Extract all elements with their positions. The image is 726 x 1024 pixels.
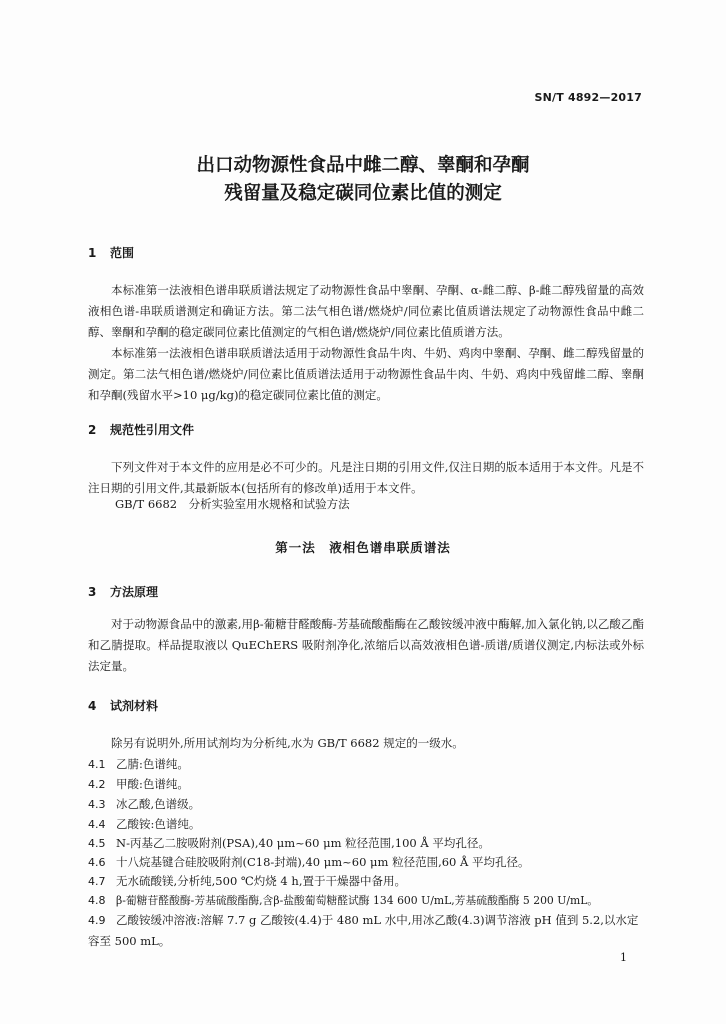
scope-paragraph-2: 本标准第一法液相色谱串联质谱法适用于动物源性食品牛肉、牛奶、鸡肉中睾酮、孕酮、雌二醇残留量的测定。第二法气相色谱/燃烧炉/同位素比值质谱法适用于动物源性食品牛肉、牛奶、鸡肉中残留雌二醇、睾酮和孕酮(残留水平>10 μg/kg)的稳定碳同位素比值的测定。 (88, 346, 644, 402)
item-text: β-葡糖苷醛酸酶-芳基硫酸酯酶,含β-盐酸葡萄糖醛试酶 134 600 U/mL,芳基硫酸酯酶 5 200 U/mL。 (116, 894, 599, 907)
title-line-1: 出口动物源性食品中雌二醇、睾酮和孕酮 (196, 155, 530, 176)
normative-reference: GB/T 6682 分析实验室用水规格和试验方法 (115, 497, 350, 511)
section-title: 规范性引用文件 (110, 423, 195, 437)
section-title: 方法原理 (110, 585, 159, 599)
principle-paragraph: 对于动物源食品中的激素,用β-葡糖苷醛酸酶-芳基硫酸酯酶在乙酸铵缓冲液中酶解,加入氯化钠,以乙酸乙酯和乙腈提取。样品提取液以 QuEChERS 吸附剂净化,浓缩后以高效液相色谱-质谱/质谱仪测定,内标法或外标法定量。 (88, 617, 644, 673)
method-title: 第一法 液相色谱串联质谱法 (275, 540, 451, 555)
item-text: 乙酸铵缓冲溶液:溶解 7.7 g 乙酸铵(4.4)于 480 mL 水中,用冰乙酸(4.3)调节溶液 pH 值到 5.2,以水定容至 500 mL。 (88, 913, 639, 948)
page-number: 1 (620, 951, 627, 964)
reagent-item (88, 814, 644, 835)
normative-paragraph: 下列文件对于本文件的应用是必不可少的。凡是注日期的引用文件,仅注日期的版本适用于本文件。凡是不注日期的引用文件,其最新版本(包括所有的修改单)适用于本文件。 (88, 460, 644, 495)
item-text: 无水硫酸镁,分析纯,500 ℃灼烧 4 h,置于干燥器中备用。 (116, 874, 406, 888)
section-number: 3 (88, 585, 97, 599)
item-number: 4.9 (88, 914, 106, 927)
item-number: 4.5 (88, 837, 106, 850)
document-title (0, 152, 726, 208)
item-text: 冰乙酸,色谱级。 (116, 797, 201, 811)
reagent-item (88, 833, 644, 854)
reagent-item (88, 852, 644, 873)
scope-paragraph-1: 本标准第一法液相色谱串联质谱法规定了动物源性食品中睾酮、孕酮、α-雌二醇、β-雌二醇残留量的高效液相色谱-串联质谱测定和确证方法。第二法气相色谱/燃烧炉/同位素比值质谱法规定了动物源性食品中雌二醇、睾酮和孕酮的稳定碳同位素比值测定的气相色谱/燃烧炉/同位素比值质谱方法。 (88, 283, 644, 339)
section-heading-scope (88, 244, 134, 261)
reagent-item (88, 774, 644, 795)
section-number: 4 (88, 699, 97, 713)
title-line-2: 残留量及稳定碳同位素比值的测定 (224, 183, 502, 204)
section-title: 范围 (110, 246, 135, 260)
item-number: 4.3 (88, 798, 106, 811)
section-heading-reagents (88, 697, 158, 714)
section-heading-principle (88, 583, 158, 600)
item-text: 乙酸铵:色谱纯。 (116, 817, 201, 831)
reagent-item (88, 794, 644, 815)
reagents-intro: 除另有说明外,所用试剂均为分析纯,水为 GB/T 6682 规定的一级水。 (111, 736, 464, 750)
reagent-item (88, 871, 644, 892)
item-number: 4.7 (88, 875, 106, 888)
standard-code: SN/T 4892—2017 (534, 91, 642, 104)
item-text: 十八烷基键合硅胶吸附剂(C18-封端),40 μm~60 μm 粒径范围,60 Å 平均孔径。 (116, 855, 530, 869)
item-text: 乙腈:色谱纯。 (116, 757, 189, 771)
section-title: 试剂材料 (110, 699, 159, 713)
item-text: N-丙基乙二胺吸附剂(PSA),40 μm~60 μm 粒径范围,100 Å 平均孔径。 (116, 836, 490, 850)
item-number: 4.4 (88, 818, 106, 831)
item-number: 4.1 (88, 758, 106, 771)
item-number: 4.2 (88, 778, 106, 791)
item-text: 甲酸:色谱纯。 (116, 777, 189, 791)
reagent-item (88, 890, 644, 911)
item-number: 4.6 (88, 856, 106, 869)
item-number: 4.8 (88, 894, 106, 907)
section-heading-normative (88, 421, 194, 438)
section-number: 2 (88, 423, 97, 437)
reagent-item (88, 910, 644, 951)
reagent-item (88, 754, 644, 775)
section-number: 1 (88, 246, 97, 260)
